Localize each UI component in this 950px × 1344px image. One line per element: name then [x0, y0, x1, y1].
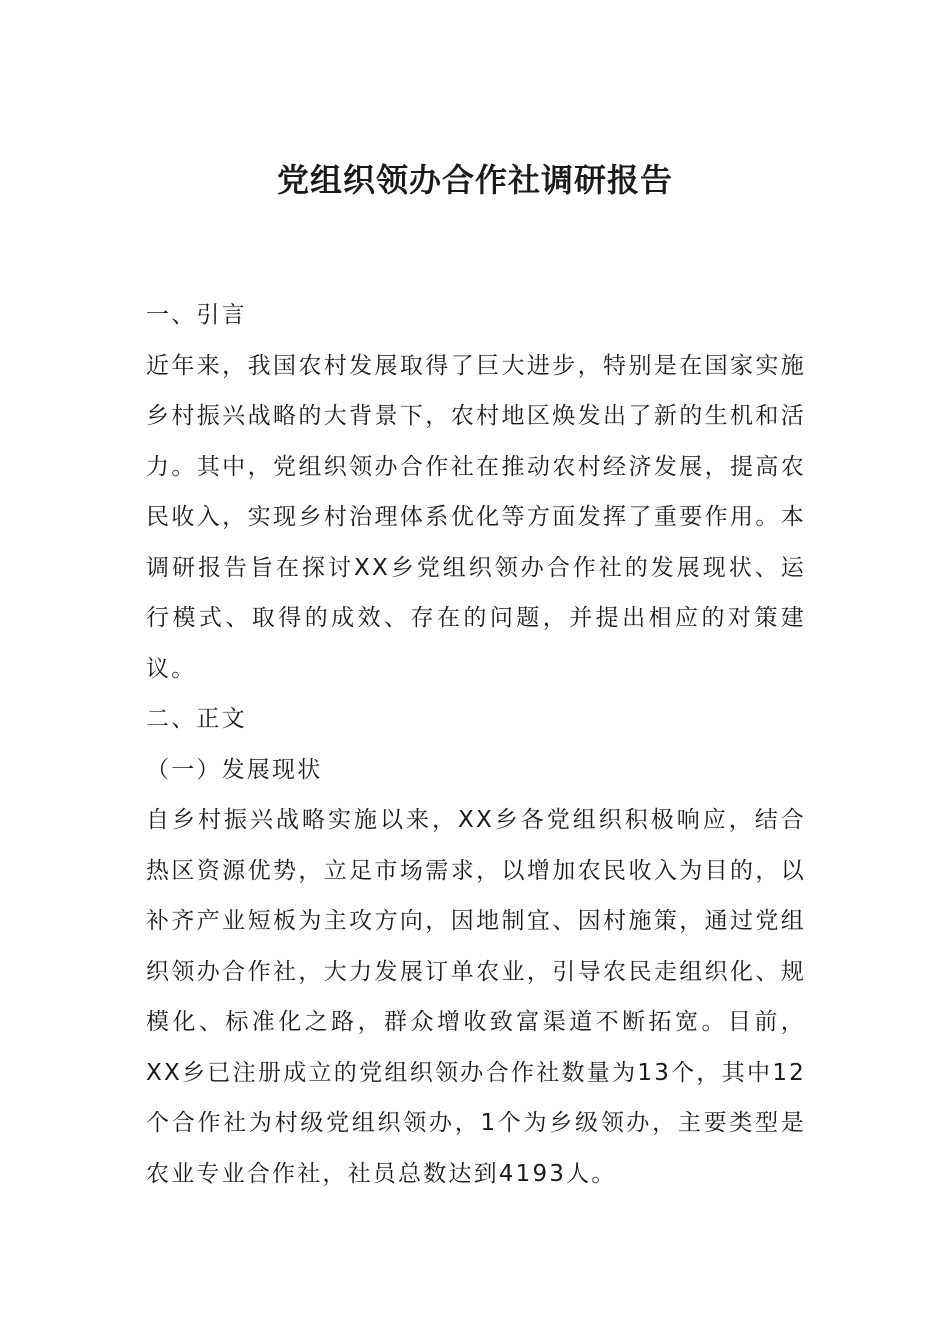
- introduction-paragraph: 近年来，我国农村发展取得了巨大进步，特别是在国家实施乡村振兴战略的大背景下，农村地区焕发出了新的生机和活力。其中，党组织领办合作社在推动农村经济发展，提高农民收入，实现乡村治理体系优化等方面发挥了重要作用。本调研报告旨在探讨XX乡党组织领办合作社的发展现状、运行模式、取得的成效、存在的问题，并提出相应的对策建议。: [146, 352, 806, 682]
- subsection-heading-development-status: （一）发展现状: [146, 756, 323, 783]
- document-body: [146, 290, 806, 1199]
- section-heading-introduction: 一、引言: [146, 302, 247, 328]
- document-title: 党组织领办合作社调研报告: [276, 161, 673, 199]
- section-heading-main-text: 二、正文: [146, 706, 247, 732]
- development-status-paragraph: 自乡村振兴战略实施以来，XX乡各党组织积极响应，结合热区资源优势，立足市场需求，以增加农民收入为目的，以补齐产业短板为主攻方向，因地制宜、因村施策，通过党组织领办合作社，大力发展订单农业，引导农民走组织化、规模化、标准化之路，群众增收致富渠道不断拓宽。目前，XX乡已注册成立的党组织领办合作社数量为13个，其中12个合作社为村级党组织领办，1个为乡级领办，主要类型是农业专业合作社，社员总数达到4193人。: [146, 807, 806, 1187]
